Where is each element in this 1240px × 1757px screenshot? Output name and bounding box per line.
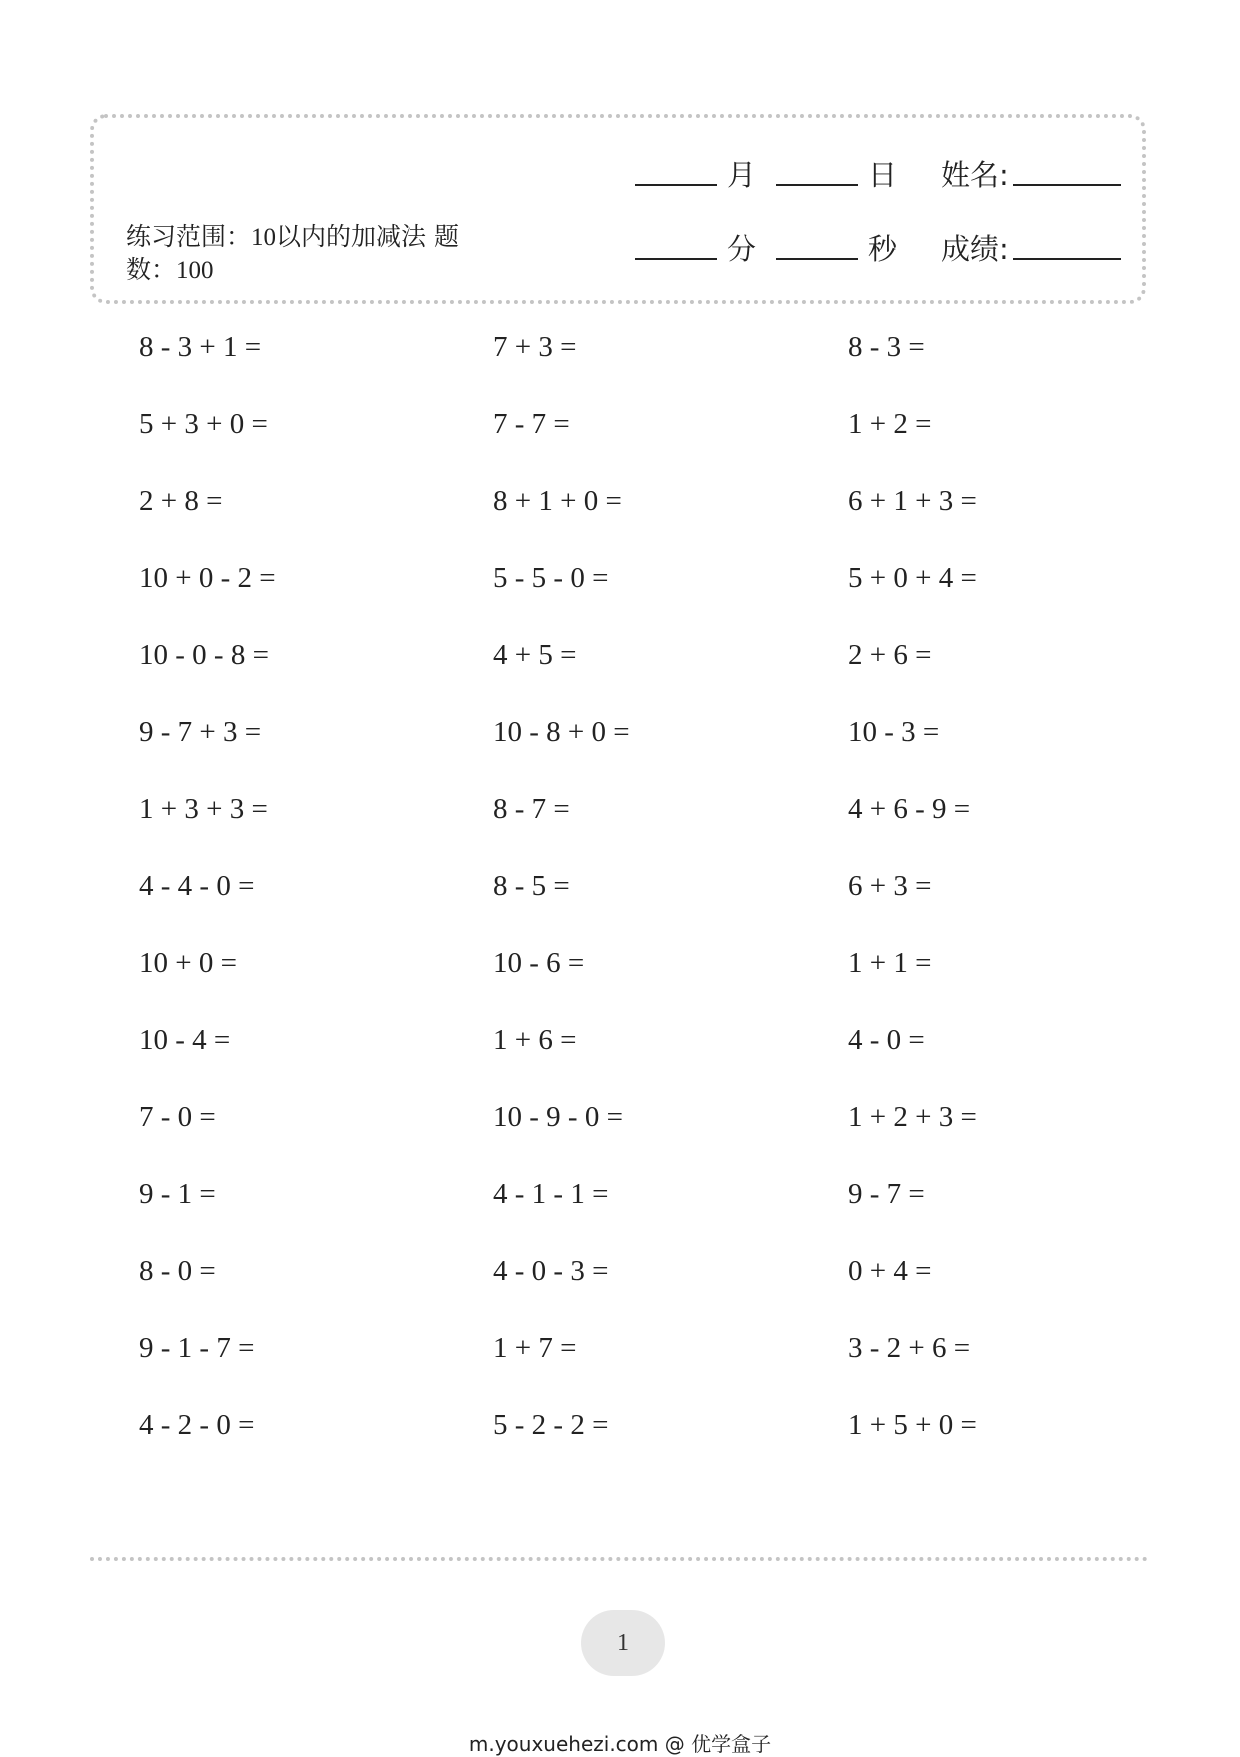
day-blank[interactable] [776,160,858,186]
problem-item: 1 + 3 + 3 = [139,793,268,825]
day-label: 日 [868,157,898,192]
date-name-row [635,153,1121,193]
page-number: 1 [581,1610,665,1676]
problem-item: 4 - 0 - 3 = [493,1255,609,1287]
problem-item: 8 - 7 = [493,793,570,825]
problem-item: 10 - 8 + 0 = [493,716,630,748]
problem-item: 8 - 3 = [848,331,925,363]
problem-item: 7 - 0 = [139,1101,216,1133]
problem-item: 10 - 3 = [848,716,940,748]
problem-item: 9 - 7 = [848,1178,925,1210]
problem-item: 6 + 1 + 3 = [848,485,977,517]
practice-scope [126,221,486,287]
problem-item: 5 + 3 + 0 = [139,408,268,440]
worksheet-header [90,114,1146,304]
footer-credit: m.youxuehezi.com @ 优学盒子 [468,1732,772,1756]
problem-item: 7 - 7 = [493,408,570,440]
problem-item: 7 + 3 = [493,331,577,363]
problem-item: 3 - 2 + 6 = [848,1332,971,1364]
problem-item: 10 + 0 = [139,947,237,979]
problem-item: 4 - 0 = [848,1024,925,1056]
time-score-row [635,227,1121,267]
problem-item: 10 + 0 - 2 = [139,562,276,594]
problem-item: 5 + 0 + 4 = [848,562,977,594]
problem-item: 5 - 2 - 2 = [493,1409,609,1441]
problem-item: 8 + 1 + 0 = [493,485,622,517]
problem-item: 4 - 2 - 0 = [139,1409,255,1441]
divider [90,1557,1148,1561]
score-blank[interactable] [1013,234,1121,260]
problem-item: 0 + 4 = [848,1255,932,1287]
minute-blank[interactable] [635,234,717,260]
problem-item: 4 - 1 - 1 = [493,1178,609,1210]
problem-item: 4 - 4 - 0 = [139,870,255,902]
problem-item: 10 - 6 = [493,947,585,979]
problem-item: 10 - 4 = [139,1024,231,1056]
problem-item: 1 + 7 = [493,1332,577,1364]
problem-item: 1 + 2 + 3 = [848,1101,977,1133]
count-label: 题数： [126,222,459,284]
problem-item: 1 + 2 = [848,408,932,440]
problem-item: 10 - 9 - 0 = [493,1101,623,1133]
problem-item: 8 - 3 + 1 = [139,331,262,363]
minute-label: 分 [727,231,757,266]
problem-item: 1 + 1 = [848,947,932,979]
problem-item: 4 + 5 = [493,639,577,671]
name-label: 姓名: [941,157,1009,192]
problem-item: 9 - 7 + 3 = [139,716,262,748]
problem-item: 10 - 0 - 8 = [139,639,269,671]
second-blank[interactable] [776,234,858,260]
month-label: 月 [727,157,757,192]
problem-item: 2 + 6 = [848,639,932,671]
month-blank[interactable] [635,160,717,186]
scope-value: 10以内的加减法 [251,224,427,251]
problem-item: 8 - 0 = [139,1255,216,1287]
problem-item: 6 + 3 = [848,870,932,902]
problem-item: 1 + 5 + 0 = [848,1409,977,1441]
problem-item: 8 - 5 = [493,870,570,902]
scope-label: 练习范围： [126,222,252,251]
problem-item: 5 - 5 - 0 = [493,562,609,594]
score-label: 成绩: [941,231,1009,266]
problem-item: 1 + 6 = [493,1024,577,1056]
problem-item: 2 + 8 = [139,485,223,517]
problem-item: 9 - 1 - 7 = [139,1332,255,1364]
second-label: 秒 [868,231,898,266]
problem-item: 9 - 1 = [139,1178,216,1210]
count-value: 100 [176,257,214,284]
name-blank[interactable] [1013,160,1121,186]
problem-item: 4 + 6 - 9 = [848,793,971,825]
